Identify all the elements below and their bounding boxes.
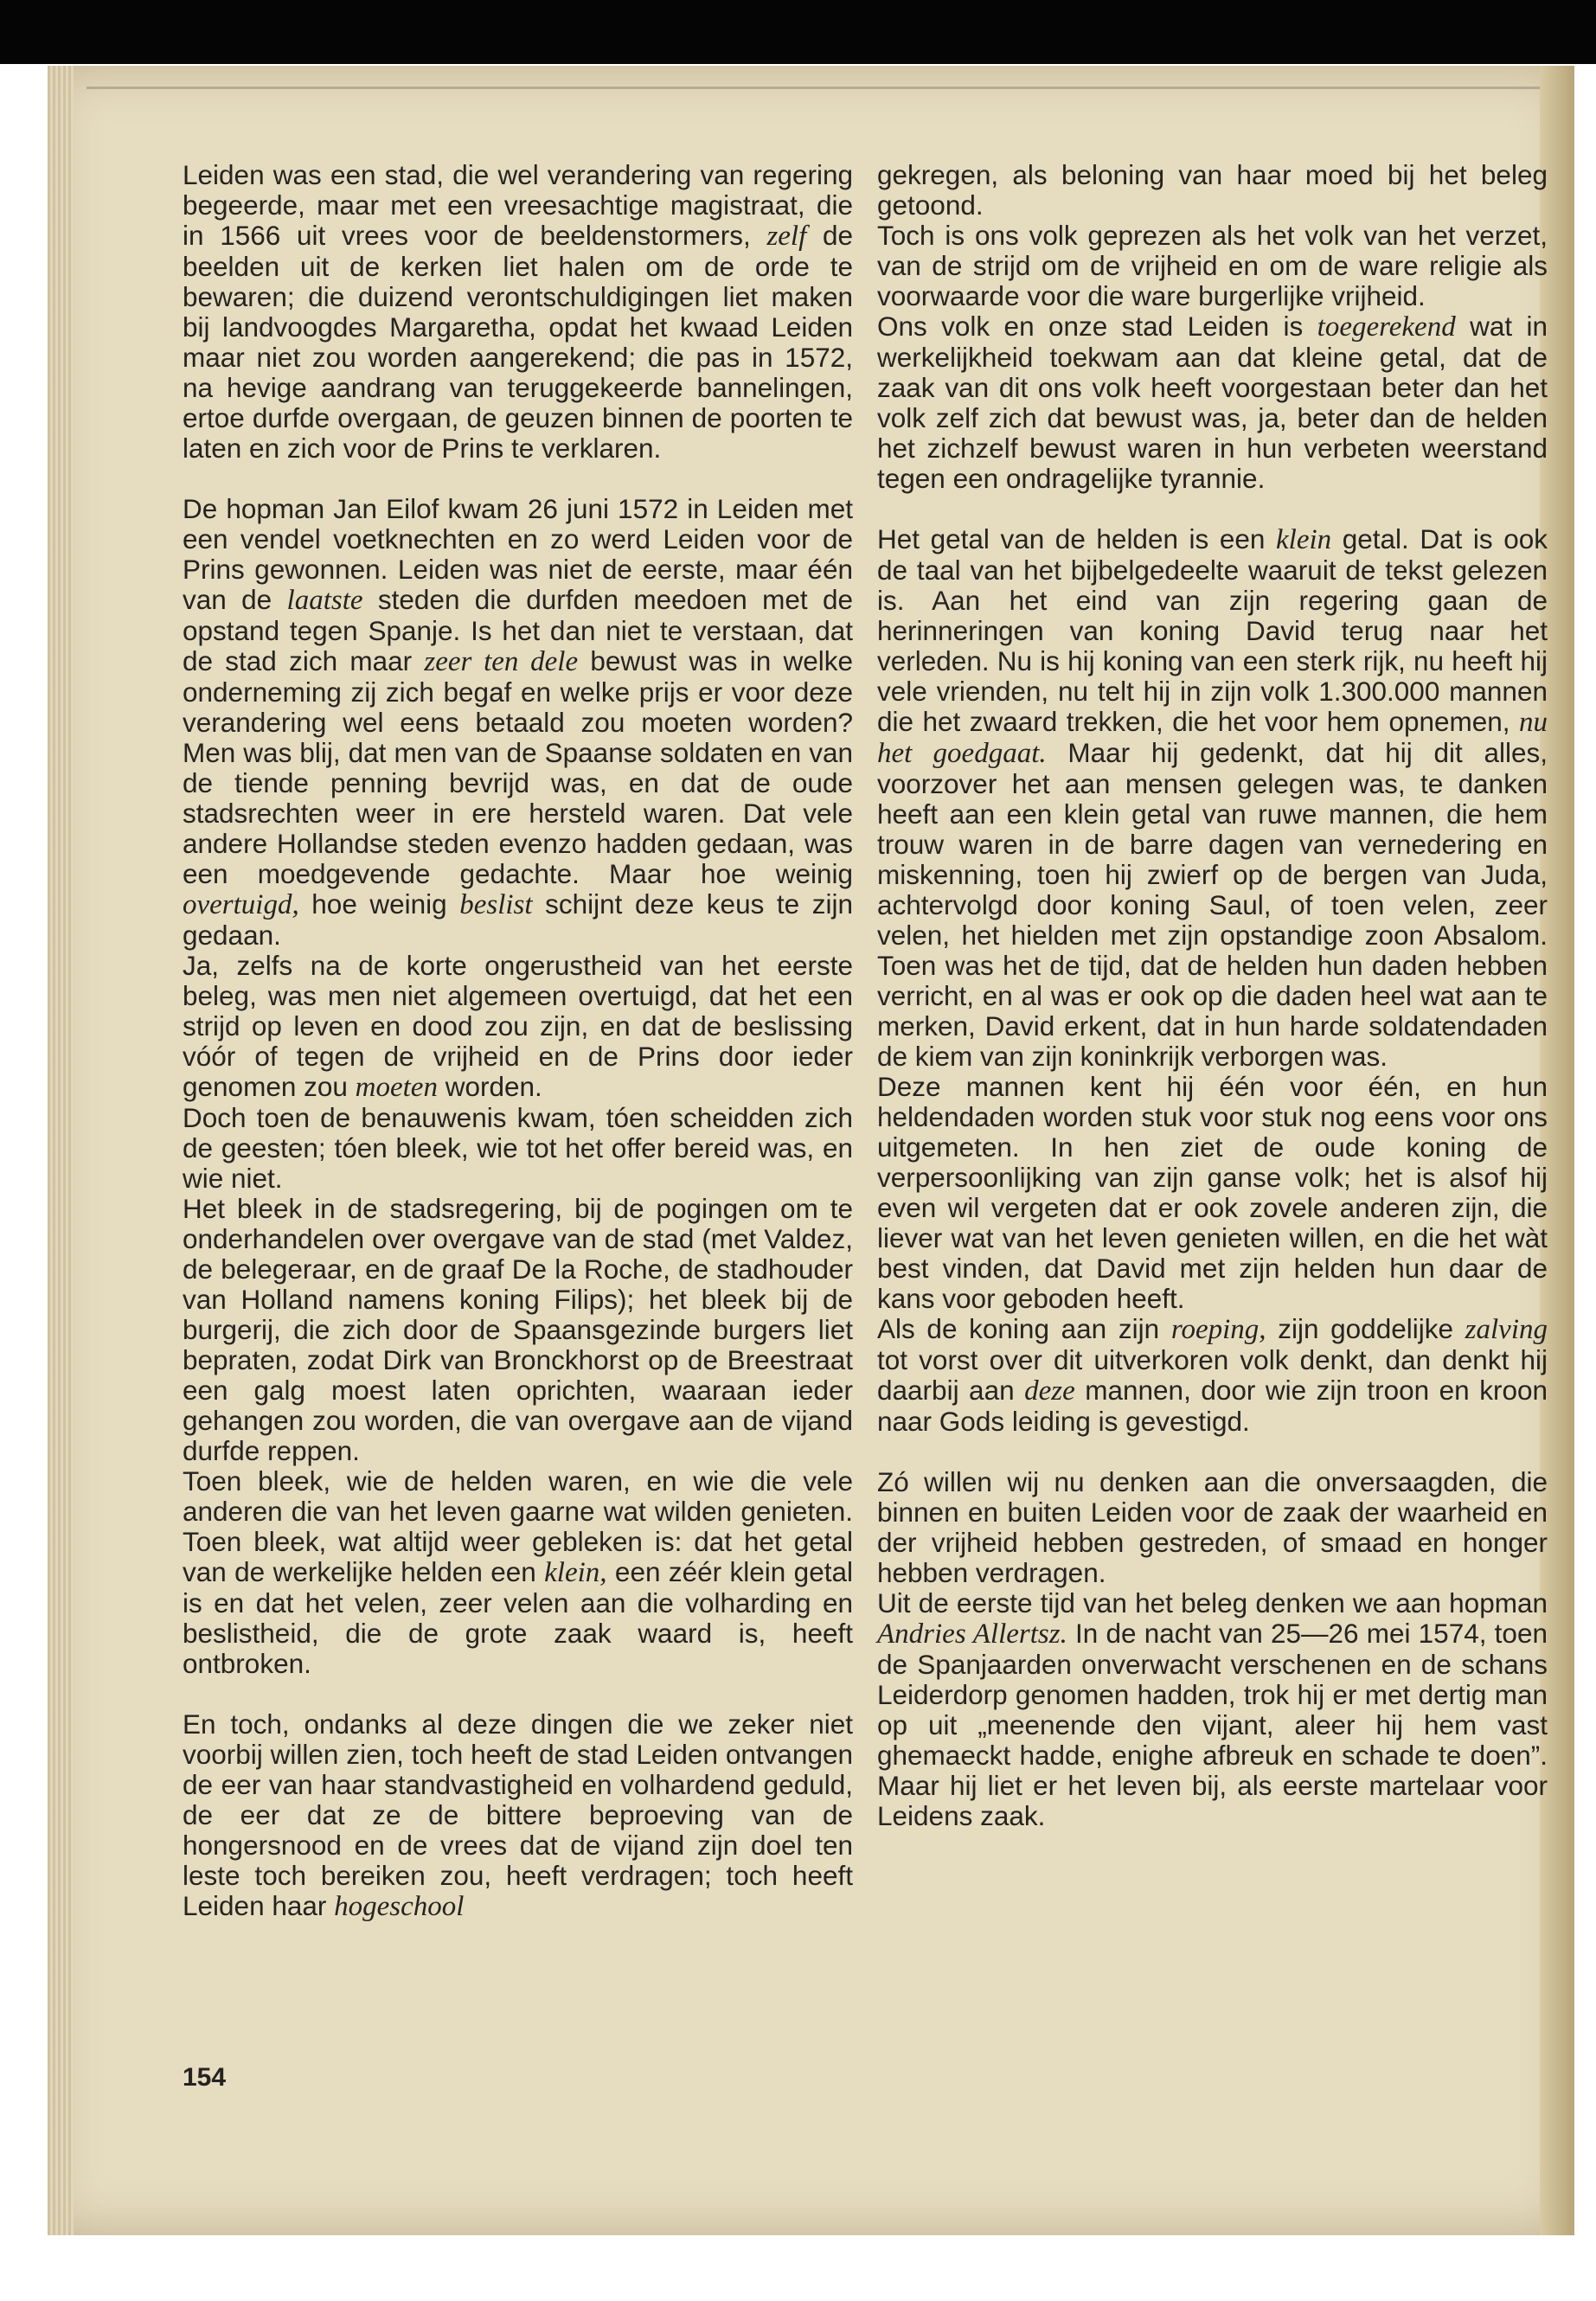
scan-top-border <box>0 0 1596 64</box>
text-run: een zéér klein getal is en dat het velen, zeer velen aan die volharding en beslistheid, die de grote zaak waard is, heeft ontbroken. <box>183 1556 853 1679</box>
paragraph <box>877 311 1548 494</box>
text-run: getal. Dat is ook de taal van het bijbelgedeelte waaruit de tekst gelezen is. Aan het eind van zijn regering gaan de herinneringen van koning David terug naar het verleden. Nu is hij koning van een sterk rijk, nu heeft hij vele vrienden, nu telt hij in zijn volk 1.300.000 mannen die het zwaard trekken, die het voor hem opnemen, <box>877 523 1548 737</box>
text-run: bewust was in welke onderneming zij zich begaf en welke prijs er voor deze verandering wel eens betaald zou moeten worden? Men was blij, dat men van de Spaanse soldaten en van de tiende penning bevrijd was, en dat de oude stadsrechten weer in ere hersteld waren. Dat vele andere Hollandse steden evenzo hadden gedaan, was een moedgevende gedachte. Maar hoe weinig <box>183 645 853 889</box>
italic-emphasis: overtuigd, <box>183 889 299 920</box>
right-text-column <box>877 160 1548 1831</box>
paragraph <box>183 494 853 951</box>
paragraph <box>183 1103 853 1194</box>
paragraph <box>877 1467 1548 1588</box>
italic-emphasis: laatste <box>286 585 363 616</box>
text-run: Het bleek in de stadsregering, bij de pogingen om te onderhandelen over overgave van de stad (met Valdez, de belegeraar, en de graaf De la Roche, de stadhouder van Holland namens koning Filips); het bleek bij de burgerij, die zich door de Spaansgezinde burgers liet bepraten, zodat Dirk van Bronckhorst op de Breestraat een galg moest laten oprichten, waaraan ieder gehangen zou worden, die van overgave aan de vijand durfde reppen. <box>183 1193 853 1466</box>
text-run: mannen, door wie zijn troon en kroon naar Gods leiding is gevestigd. <box>877 1375 1548 1437</box>
text-run: Zó willen wij nu denken aan die onversaagden, die binnen en buiten Leiden voor de zaak der waarheid en der vrijheid hebben gestreden, of smaad en honger hebben verdragen. <box>877 1466 1548 1588</box>
text-run: worden. <box>437 1071 542 1102</box>
italic-emphasis: klein, <box>544 1557 607 1588</box>
text-run: Doch toen de benauwenis kwam, tóen scheidden zich de geesten; tóen bleek, wie tot het offer bereid was, en wie niet. <box>183 1102 853 1194</box>
italic-emphasis: zalving <box>1465 1314 1548 1345</box>
text-run: Uit de eerste tijd van het beleg denken we aan hopman <box>877 1587 1548 1618</box>
italic-emphasis: Andries Allertsz. <box>877 1618 1067 1650</box>
italic-emphasis: klein <box>1276 524 1332 555</box>
page-number: 154 <box>183 2063 227 2092</box>
text-run: In de nacht van 25—26 mei 1574, toen de Spanjaarden onverwacht verschenen en de schans Leiderdorp genomen hadden, trok hij er met dertig man op uit „meenende den vijant, aleer hij hem vast ghemaeckt hadde, enighe afbreuk en schade te doen”. Maar hij liet er het leven bij, als eerste martelaar voor Leidens zaak. <box>877 1618 1548 1831</box>
text-run: Toch is ons volk geprezen als het volk van het verzet, van de strijd om de vrijheid en om de ware religie als voorwaarde voor die ware burgerlijke vrijheid. <box>877 220 1548 311</box>
text-run: Ons volk en onze stad Leiden is <box>877 311 1317 342</box>
text-run: gekregen, als beloning van haar moed bij het beleg getoond. <box>877 159 1548 221</box>
italic-emphasis: nu het goedgaat. <box>877 707 1548 769</box>
italic-emphasis: toegerekend <box>1317 311 1456 343</box>
paragraph <box>183 951 853 1103</box>
italic-emphasis: roeping, <box>1170 1314 1266 1345</box>
text-run: zijn goddelijke <box>1266 1313 1465 1344</box>
text-run: Als de koning aan zijn <box>877 1313 1171 1344</box>
paragraph <box>877 160 1548 221</box>
text-run: Deze mannen kent hij één voor één, en hun heldendaden worden stuk voor stuk nog eens voor ons uitgemeten. In hen ziet de oude koning de verpersoonlijking van zijn ganse volk; het is alsof hij even wil vergeten dat er ook zovele anderen zijn, die liever wat van het leven genieten willen, en die het wàt best vinden, dat David met zijn helden hun daar de kans voor geboden heeft. <box>877 1071 1548 1314</box>
text-run: Toen bleek, wie de helden waren, en wie die vele anderen die van het leven gaarne wat wilden genieten. Toen bleek, wat altijd weer gebleken is: dat het getal van de werkelijke helden een <box>183 1465 853 1587</box>
text-run: Het getal van de helden is een <box>877 523 1276 554</box>
text-run: De hopman Jan Eilof kwam 26 juni 1572 in Leiden met een vendel voetknechten en zo werd Leiden voor de Prins gewonnen. Leiden was niet de eerste, maar één van de <box>183 493 853 615</box>
text-run: En toch, ondanks al deze dingen die we zeker niet voorbij willen zien, toch heeft de stad Leiden ontvangen de eer van haar standvastigheid en volhardend geduld, de eer dat ze de bittere beproeving van de hongersnood en de vrees dat de vijand zijn doel ten leste toch bereiken zou, heeft verdragen; toch heeft Leiden haar <box>183 1708 853 1921</box>
page-top-rule <box>87 87 1540 89</box>
paragraph <box>183 160 853 464</box>
italic-emphasis: beslist <box>459 889 533 920</box>
italic-emphasis: zeer ten dele <box>424 646 579 677</box>
paragraph <box>877 221 1548 311</box>
paragraph <box>877 1588 1548 1831</box>
text-run: hoe weinig <box>298 888 460 920</box>
text-run: Maar hij gedenkt, dat hij dit alles, voorzover het aan mensen gelegen was, te danken heeft aan een klein getal van ruwe mannen, die hem trouw waren in de barre dagen van vernedering en miskenning, toen hij zwierf op de bergen van Juda, achtervolgd door koning Saul, of toen velen, zeer velen, het hielden met zijn opstandige zoon Absalom. Toen was het de tijd, dat de helden hun daden hebben verricht, en al was er ook op die daden heel wat aan te merken, David erkent, dat in hun harde soldatendaden de kiem van zijn koninkrijk verborgen was. <box>877 737 1548 1072</box>
paragraph <box>877 1314 1548 1437</box>
paragraph <box>877 1072 1548 1314</box>
paragraph <box>877 524 1548 1072</box>
italic-emphasis: zelf <box>766 221 807 252</box>
text-run: schijnt deze keus te zijn gedaan. <box>183 888 853 951</box>
text-run: de beelden uit de kerken liet halen om de orde te bewaren; die duizend verontschuldigingen liet maken bij landvoogdes Margaretha, opdat het kwaad Leiden maar niet zou worden aangerekend; die pas in 1572, na hevige aandrang van teruggekeerde bannelingen, ertoe durfde overgaan, de geuzen binnen de poorten te laten en zich voor de Prins te verklaren. <box>183 220 853 464</box>
text-run: tot vorst over dit uitverkoren volk denkt, dan denkt hij daarbij aan <box>877 1344 1548 1406</box>
text-run: steden die durfden meedoen met de opstand tegen Spanje. Is het dan niet te verstaan, dat de stad zich maar <box>183 584 853 676</box>
paragraph <box>183 1194 853 1466</box>
paragraph <box>183 1466 853 1679</box>
left-text-column <box>183 160 853 1922</box>
italic-emphasis: moeten <box>355 1072 438 1103</box>
scan-bottom-margin <box>0 2240 1596 2301</box>
text-run: Leiden was een stad, die wel verandering van regering begeerde, maar met een vreesachtige magistraat, die in 1566 uit vrees voor de beeldenstormers, <box>183 159 853 251</box>
paragraph <box>183 1709 853 1922</box>
text-run: wat in werkelijkheid toekwam aan dat kleine getal, dat de zaak van dit ons volk heeft voorgestaan beter dan het volk zelf zich dat bewust was, ja, beter dan de helden het zichzelf bewust waren in hun verbeten weerstand tegen een ondragelijke tyrannie. <box>877 311 1548 494</box>
italic-emphasis: hogeschool <box>334 1891 465 1922</box>
italic-emphasis: deze <box>1024 1375 1075 1407</box>
text-run: Ja, zelfs na de korte ongerustheid van het eerste beleg, was men niet algemeen overtuigd, dat het een strijd op leven en dood zou zijn, en dat de beslissing vóór of tegen de vrijheid en de Prins door ieder genomen zou <box>183 950 853 1102</box>
page-edges-left <box>48 66 74 2235</box>
